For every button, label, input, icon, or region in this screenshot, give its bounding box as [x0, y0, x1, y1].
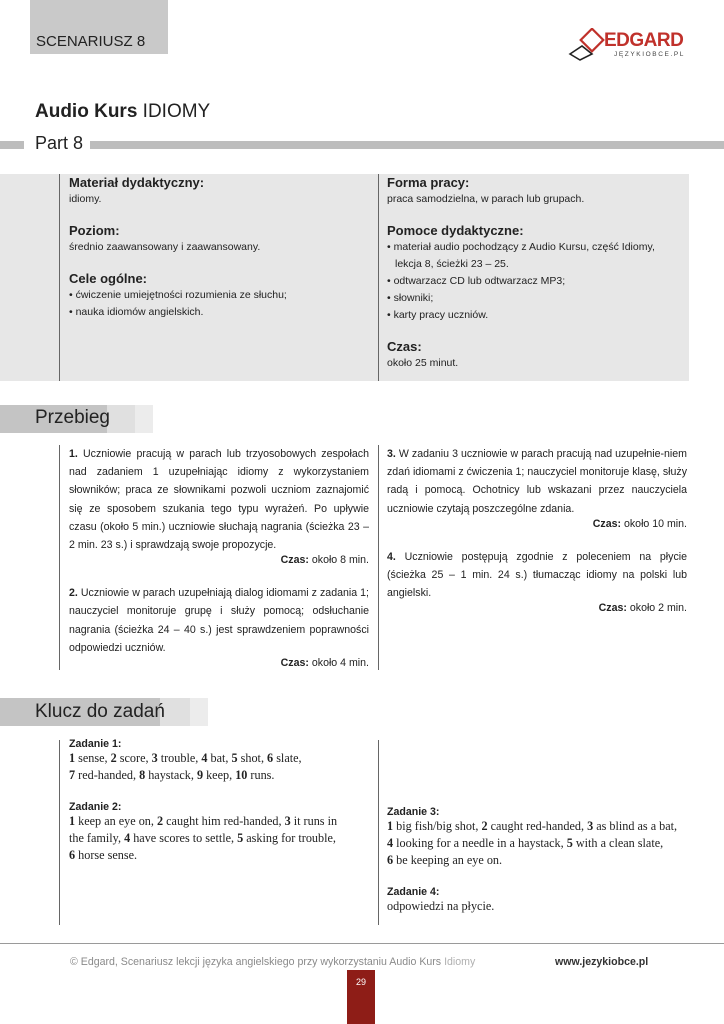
material-text: idiomy.: [69, 193, 102, 205]
aid-item: lekcja 8, ścieżki 23 – 25.: [395, 258, 509, 270]
goals-heading: Cele ogólne:: [69, 271, 148, 286]
step-1: 1. Uczniowie pracują w parach lub trzyosobowych zespołach nad zadaniem 1 uzupełniając idiomy z wykorzystaniem słowników; praca ze słownikami pozwoli uczniom zaznajomić się ze sposobem szukania tego typu wyrażeń. Po upływie czasu (około 5 min.) uczniowie słuchają nagrania (ścieżka 23 – 2 min. 23 s.) i sprawdzają swoje propozycje.: [69, 448, 369, 552]
task-1-answers: [69, 750, 374, 784]
step-2: 2. Uczniowie w parach uzupełniają dialog idiomami z zadania 1; nauczyciel monitoruje grupę i służy pomocą; odsłuchanie nagrania (ścieżka 24 – 40 s.) jest sprawdzeniem poprawności odpowiedzi uczniów.: [69, 587, 369, 654]
logo-subtitle: JĘZYKIOBCE.PL: [614, 51, 686, 58]
step-2-time: Czas: około 4 min.: [280, 657, 369, 670]
form-text: praca samodzielna, w parach lub grupach.: [387, 193, 585, 205]
level-heading: Poziom:: [69, 223, 120, 238]
answer-line: 1 sense, 2 score, 3 trouble, 4 bat, 5 shot, 6 slate,: [69, 751, 302, 765]
info-right-column: [387, 175, 687, 372]
task-4-answer: odpowiedzi na płycie.: [387, 899, 495, 913]
klucz-heading: Klucz do zadań: [35, 701, 165, 722]
material-heading: Materiał dydaktyczny:: [69, 175, 205, 190]
info-divider-left: [59, 174, 60, 381]
task-3-answers: [387, 818, 692, 869]
goal-item: • nauka idiomów angielskich.: [69, 306, 204, 318]
step-3: 3. W zadaniu 3 uczniowie w parach pracują nad uzupełnie-niem zdań idiomami z ćwiczenia 1; nauczyciel monitoruje klasę, służy radą i pomocą. Ochotnicy lub wskazani przez nauczyciela uczniowie czytają poszczególne zdania.: [387, 448, 687, 515]
answer-line: 4 looking for a needle in a haystack, 5 with a clean slate,: [387, 836, 664, 850]
step-3-time: Czas: około 10 min.: [592, 517, 687, 530]
part-bar-right: [90, 141, 724, 149]
time-text: około 25 minut.: [387, 357, 459, 369]
scenario-tag: SCENARIUSZ 8: [36, 33, 146, 50]
step-4-time: Czas: około 2 min.: [598, 602, 687, 615]
part-bar-left: [0, 141, 24, 149]
step-4: 4. Uczniowie postępują zgodnie z poleceniem na płycie (ścieżka 25 – 1 min. 24 s.) tłumacząc idiomy na polski lub angielski.: [387, 550, 687, 600]
task-2-answers: [69, 813, 374, 864]
answer-line: the family, 4 have scores to settle, 5 asking for trouble,: [69, 831, 336, 845]
aid-item: • słowniki;: [387, 292, 434, 304]
level-text: średnio zaawansowany i zaawansowany.: [69, 241, 261, 253]
answer-line: 6 be keeping an eye on.: [387, 853, 503, 867]
task-3-heading: Zadanie 3:: [387, 806, 440, 818]
info-divider-mid: [378, 174, 379, 381]
przebieg-right-column: [387, 445, 687, 614]
przebieg-divider-left: [59, 445, 60, 670]
klucz-right-column: [387, 806, 692, 915]
answer-line: 6 horse sense.: [69, 848, 138, 862]
page-title: [35, 101, 210, 123]
aid-item: • karty pracy uczniów.: [387, 309, 489, 321]
goal-item: • ćwiczenie umiejętności rozumienia ze słuchu;: [69, 289, 287, 301]
form-heading: Forma pracy:: [387, 175, 470, 190]
answer-line: 1 big fish/big shot, 2 caught red-handed, 3 as blind as a bat,: [387, 819, 678, 833]
title-thin: IDIOMY: [142, 101, 211, 122]
przebieg-divider-mid: [378, 445, 379, 670]
aids-heading: Pomoce dydaktyczne:: [387, 223, 524, 238]
przebieg-banner-light: [107, 405, 135, 433]
klucz-left-column: [69, 738, 374, 864]
step-1-time: Czas: około 8 min.: [280, 554, 369, 567]
aid-item: • materiał audio pochodzący z Audio Kursu, część Idiomy,: [387, 241, 655, 253]
klucz-divider-mid: [378, 740, 379, 925]
footer-copyright: © Edgard, Scenariusz lekcji języka angielskiego przy wykorzystaniu Audio Kurs Idiomy: [70, 956, 476, 968]
part-label: Part 8: [35, 133, 84, 153]
przebieg-heading: Przebieg: [35, 407, 110, 428]
info-left-column: [69, 175, 369, 321]
task-1-heading: Zadanie 1:: [69, 738, 122, 750]
title-bold: Audio Kurs: [35, 101, 138, 122]
klucz-banner-fade: [190, 698, 208, 726]
footer-divider: [0, 943, 724, 944]
answer-line: 7 red-handed, 8 haystack, 9 keep, 10 runs.: [69, 768, 275, 782]
page-number: 29: [355, 977, 366, 987]
aid-item: • odtwarzacz CD lub odtwarzacz MP3;: [387, 275, 566, 287]
logo-word: EDGARD: [604, 30, 684, 51]
answer-line: 1 keep an eye on, 2 caught him red-handed, 3 it runs in: [69, 814, 338, 828]
time-heading: Czas:: [387, 339, 422, 354]
przebieg-left-column: [69, 445, 369, 669]
footer-website-link[interactable]: www.jezykiobce.pl: [555, 956, 649, 968]
task-4-heading: Zadanie 4:: [387, 886, 440, 898]
przebieg-banner-fade: [135, 405, 153, 433]
task-2-heading: Zadanie 2:: [69, 801, 122, 813]
klucz-divider-left: [59, 740, 60, 925]
